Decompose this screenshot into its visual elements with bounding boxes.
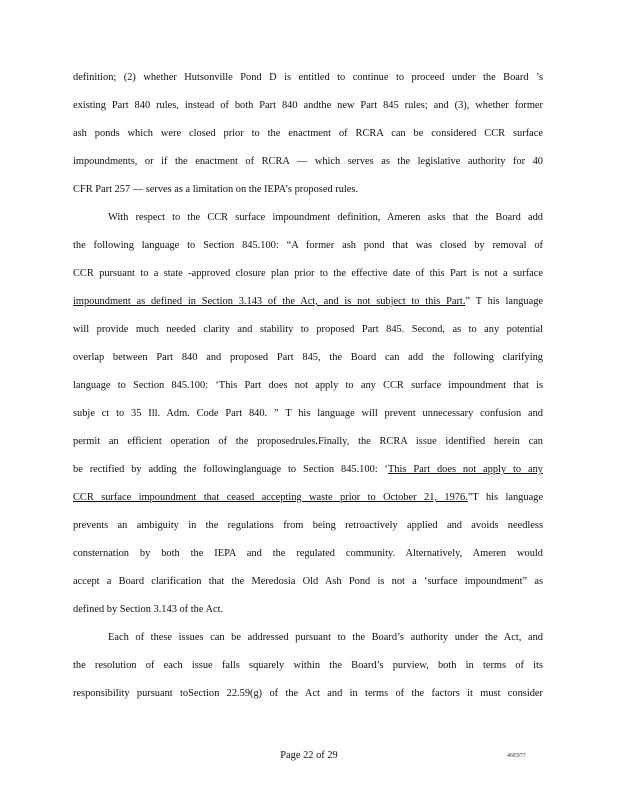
body-text-line: will provide much needed clarity and stability to proposed Part 845. Second, as to any potential (73, 324, 543, 335)
line-text: ” T his language (465, 296, 543, 307)
body-text-line: overlap between Part 840 and proposed Part 845, the Board can add the following clarifying (73, 352, 543, 363)
document-code: 46E977 (507, 753, 526, 759)
body-text-line (73, 463, 543, 477)
body-text-line: permit an efficient operation of the proposedrules.Finally, the RCRA issue identified herein can (73, 436, 543, 447)
paragraph-first-line: With respect to the CCR surface impoundment definition, Ameren asks that the Board add (108, 212, 543, 223)
body-text-line: ash ponds which were closed prior to the enactment of RCRA can be considered CCR surface (73, 128, 543, 139)
body-text-line: CFR Part 257 — serves as a limitation on the IEPA’s proposed rules. (73, 184, 359, 195)
body-text-line: definition; (2) whether Hutsonville Pond D is entitled to continue to proceed under the Board ’s (73, 72, 543, 83)
body-text-line: CCR pursuant to a state -approved closure plan prior to the effective date of this Part is not a surface (73, 268, 543, 279)
body-text-line: impoundments, or if the enactment of RCRA — which serves as the legislative authority for 40 (73, 156, 543, 167)
proposed-language-underlined: This Part does not apply to any (388, 464, 543, 475)
proposed-language-underlined: CCR surface impoundment that ceased accepting waste prior to October 21, 1976. (73, 492, 468, 503)
body-text-line: the resolution of each issue falls squarely within the Board’s purview, both in terms of its (73, 660, 543, 671)
line-text: ”T his language (467, 492, 543, 503)
body-text-line: existing Part 840 rules, instead of both Part 840 andthe new Part 845 rules; and (3), whether former (73, 100, 543, 111)
body-text-line (73, 295, 543, 309)
body-text-line: defined by Section 3.143 of the Act. (73, 604, 224, 615)
paragraph-first-line: Each of these issues can be addressed pursuant to the Board’s authority under the Act, and (108, 632, 543, 643)
body-text-line: the following language to Section 845.100: “A former ash pond that was closed by removal of (73, 240, 543, 251)
page-number: Page 22 of 29 (280, 750, 338, 761)
line-text: be rectified by adding the followinglanguage to Section 845.100: ‘ (73, 464, 388, 475)
body-text-line: responsibility pursuant toSection 22.59(g) of the Act and in terms of the factors it must consider (73, 688, 543, 699)
body-text-line: prevents an ambiguity in the regulations from being retroactively applied and avoids needless (73, 520, 543, 531)
body-text-line: consternation by both the IEPA and the regulated community. Alternatively, Ameren would (73, 548, 543, 559)
body-text-line: accept a Board clarification that the Meredosia Old Ash Pond is not a ‘surface impoundment” as (73, 576, 543, 587)
proposed-language-underlined: impoundment as defined in Section 3.143 of the Act, and is not subject to this Part. (73, 296, 466, 307)
body-text-line (73, 491, 543, 505)
body-text-line: subje ct to 35 Ill. Adm. Code Part 840. ” T his language will prevent unnecessary confusion and (73, 408, 543, 419)
body-text-line: language to Section 845.100: ‘This Part does not apply to any CCR surface impoundment that is (73, 380, 543, 391)
